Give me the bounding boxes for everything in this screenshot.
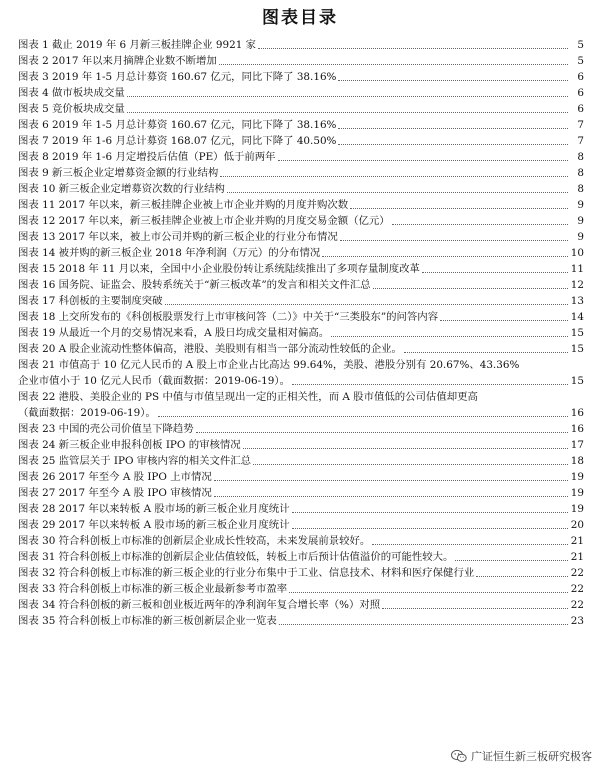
toc-leader bbox=[292, 384, 568, 385]
toc-leader bbox=[253, 464, 568, 465]
toc-entry-text: 企业市值小于 10 亿元人民币（截面数据：2019-06-19）。 bbox=[18, 375, 290, 387]
toc-entry[interactable] bbox=[18, 37, 584, 53]
toc-entry-text: 图表 34 符合科创板的新三板和创业板近两年的净利润年复合增长率（%）对照 bbox=[18, 599, 381, 611]
toc-entry[interactable] bbox=[18, 69, 584, 85]
toc-entry-text: 图表 23 中国的壳公司价值呈下降趋势 bbox=[18, 423, 194, 435]
toc-leader bbox=[338, 128, 568, 129]
toc-page-number: 13 bbox=[570, 295, 584, 307]
toc-entry-text: 图表 4 做市板块成交量 bbox=[18, 87, 125, 99]
toc-entry[interactable] bbox=[18, 309, 584, 325]
toc-page-number: 8 bbox=[577, 167, 584, 179]
toc-leader bbox=[214, 480, 568, 481]
toc-entry[interactable] bbox=[18, 117, 584, 133]
toc-leader bbox=[279, 624, 568, 625]
toc-entry[interactable] bbox=[18, 53, 584, 69]
table-of-figures bbox=[18, 37, 584, 629]
toc-entry[interactable] bbox=[18, 133, 584, 149]
toc-entry-text: 图表 17 科创板的主要制度突破 bbox=[18, 295, 163, 307]
toc-page-number: 5 bbox=[577, 55, 584, 67]
toc-page-number: 6 bbox=[577, 87, 584, 99]
toc-leader bbox=[158, 416, 568, 417]
toc-entry-text: 图表 33 符合科创板上市标准的新三板企业最新参考市盈率 bbox=[18, 583, 288, 595]
toc-entry-text: 图表 29 2017 年以来转板 A 股市场的新三板企业月度统计 bbox=[18, 519, 290, 531]
toc-entry-text: 图表 18 上交所发布的《科创板股票发行上市审核问答（二）》中关于“三类股东”的问答内容 bbox=[18, 311, 439, 323]
toc-entry-text: 图表 10 新三板企业定增募资次数的行业结构 bbox=[18, 183, 225, 195]
toc-entry-text: 图表 19 从最近一个月的交易情况来看，A 股日均成交量相对偏高。 bbox=[18, 327, 330, 339]
toc-leader bbox=[373, 288, 568, 289]
toc-leader bbox=[219, 64, 568, 65]
toc-entry[interactable] bbox=[18, 533, 584, 549]
toc-leader bbox=[338, 144, 568, 145]
toc-leader bbox=[278, 160, 568, 161]
toc-entry-text: 图表 20 A 股企业流动性整体偏高，港股、美股则有相当一部分流动性较低的企业。 bbox=[18, 343, 402, 355]
toc-entry-text: 图表 27 2017 年至今 A 股 IPO 审核情况 bbox=[18, 487, 212, 499]
toc-entry-text: 图表 3 2019 年 1-5 月总计募资 160.67 亿元，同比下降了 38.16% bbox=[18, 71, 337, 83]
toc-page-number: 8 bbox=[577, 183, 584, 195]
toc-page-number: 6 bbox=[577, 71, 584, 83]
toc-entry[interactable] bbox=[18, 341, 584, 357]
toc-entry[interactable] bbox=[18, 357, 584, 389]
toc-entry[interactable] bbox=[18, 197, 584, 213]
toc-leader bbox=[372, 544, 568, 545]
toc-leader bbox=[127, 112, 568, 113]
toc-page-number: 19 bbox=[570, 487, 584, 499]
toc-page-number: 22 bbox=[570, 567, 584, 579]
toc-entry-text: 图表 9 新三板企业定增募资金额的行业结构 bbox=[18, 167, 219, 179]
toc-page-number: 22 bbox=[570, 583, 584, 595]
toc-entry[interactable] bbox=[18, 501, 584, 517]
toc-entry[interactable] bbox=[18, 581, 584, 597]
toc-leader bbox=[392, 224, 568, 225]
toc-entry[interactable] bbox=[18, 165, 584, 181]
toc-entry-text: 图表 11 2017 年以来，新三板挂牌企业被上市企业并购的月度并购次数 bbox=[18, 199, 349, 211]
toc-entry[interactable] bbox=[18, 229, 584, 245]
toc-entry-text: 图表 35 符合科创板上市标准的新三板创新层企业一览表 bbox=[18, 615, 277, 627]
toc-entry-line bbox=[18, 389, 584, 405]
toc-entry-text: （截面数据：2019-06-19）。 bbox=[18, 407, 156, 419]
toc-entry-text: 图表 16 国务院、证监会、股转系统关于“新三板改革”的发言和相关文件汇总 bbox=[18, 279, 371, 291]
footer-text: 广证恒生新三板研究极客 bbox=[471, 750, 592, 763]
toc-entry[interactable] bbox=[18, 517, 584, 533]
toc-leader bbox=[243, 448, 568, 449]
toc-entry-text: 图表 13 2017 年以来，被上市公司并购的新三板企业的行业分布情况 bbox=[18, 231, 338, 243]
toc-page-number: 15 bbox=[570, 343, 584, 355]
toc-page-number: 6 bbox=[577, 103, 584, 115]
toc-page-number: 15 bbox=[570, 327, 584, 339]
toc-entry-text: 图表 2 2017 年以来月摘牌企业数不断增加 bbox=[18, 55, 217, 67]
page-title: 图表目录 bbox=[262, 8, 338, 28]
toc-entry-text: 图表 26 2017 年至今 A 股 IPO 上市情况 bbox=[18, 471, 212, 483]
toc-entry[interactable] bbox=[18, 101, 584, 117]
toc-page-number: 21 bbox=[570, 535, 584, 547]
toc-entry-text: 图表 5 竞价板块成交量 bbox=[18, 103, 125, 115]
toc-leader bbox=[476, 576, 568, 577]
toc-entry-text: 图表 7 2019 年 1-6 月总计募资 168.07 亿元，同比下降了 40.50% bbox=[18, 135, 337, 147]
toc-entry[interactable] bbox=[18, 613, 584, 629]
toc-entry[interactable] bbox=[18, 277, 584, 293]
toc-entry-text: 图表 15 2018 年 11 月以来，全国中小企业股份转让系统陆续推出了多项存量制度改革 bbox=[18, 263, 420, 275]
toc-leader bbox=[331, 336, 568, 337]
toc-page-number: 21 bbox=[570, 551, 584, 563]
toc-leader bbox=[214, 496, 568, 497]
toc-leader bbox=[322, 256, 568, 257]
toc-entry[interactable] bbox=[18, 261, 584, 277]
toc-entry[interactable] bbox=[18, 149, 584, 165]
toc-entry-text: 图表 8 2019 年 1-6 月定增投后估值（PE）低于前两年 bbox=[18, 151, 276, 163]
toc-leader bbox=[422, 272, 568, 273]
toc-leader bbox=[404, 352, 568, 353]
toc-leader bbox=[292, 528, 569, 529]
toc-leader bbox=[165, 304, 568, 305]
toc-leader bbox=[196, 432, 568, 433]
toc-page-number: 8 bbox=[577, 151, 584, 163]
toc-entry[interactable] bbox=[18, 485, 584, 501]
toc-page-number: 9 bbox=[577, 231, 584, 243]
toc-entry[interactable] bbox=[18, 293, 584, 309]
footer-watermark bbox=[451, 746, 592, 766]
toc-page-number: 12 bbox=[570, 279, 584, 291]
toc-entry-text: 图表 12 2017 年以来，新三板挂牌企业被上市企业并购的月度交易金额（亿元） bbox=[18, 215, 390, 227]
toc-page-number: 9 bbox=[577, 199, 584, 211]
toc-page-number: 16 bbox=[570, 407, 584, 419]
toc-entry[interactable] bbox=[18, 597, 584, 613]
toc-entry-line bbox=[18, 373, 584, 389]
toc-page-number: 10 bbox=[570, 247, 584, 259]
toc-entry-text: 图表 28 2017 年以来转板 A 股市场的新三板企业月度统计 bbox=[18, 503, 290, 515]
toc-leader bbox=[338, 80, 568, 81]
toc-entry[interactable] bbox=[18, 469, 584, 485]
toc-leader bbox=[292, 512, 569, 513]
toc-entry-text: 图表 30 符合科创板上市标准的创新层企业成长性较高，未来发展前景较好。 bbox=[18, 535, 371, 547]
toc-entry-text: 图表 24 新三板企业申报科创板 IPO 的审核情况 bbox=[18, 439, 241, 451]
toc-page-number: 9 bbox=[577, 215, 584, 227]
toc-entry-text: 图表 6 2019 年 1-5 月总计募资 160.67 亿元，同比下降了 38.16% bbox=[18, 119, 337, 131]
toc-leader bbox=[440, 320, 568, 321]
toc-entry-line bbox=[18, 405, 584, 421]
toc-page-number: 16 bbox=[570, 423, 584, 435]
toc-leader bbox=[455, 560, 568, 561]
toc-entry[interactable] bbox=[18, 325, 584, 341]
toc-entry-text: 图表 21 市值高于 10 亿元人民币的 A 股上市企业占比高达 99.64%，美股、港股分别有 20.67%、43.36% bbox=[18, 359, 520, 371]
toc-entry[interactable] bbox=[18, 453, 584, 469]
toc-entry[interactable] bbox=[18, 421, 584, 437]
toc-page-number: 7 bbox=[577, 119, 584, 131]
toc-page-number: 11 bbox=[570, 263, 584, 275]
toc-entry[interactable] bbox=[18, 213, 584, 229]
toc-entry-line bbox=[18, 357, 584, 373]
toc-leader bbox=[258, 48, 568, 49]
toc-page-number: 22 bbox=[570, 599, 584, 611]
toc-entry-text: 图表 22 港股、美股企业的 PS 中值与市值呈现出一定的正相关性，而 A 股市值低的公司估值却更高 bbox=[18, 391, 478, 403]
toc-page-number: 7 bbox=[577, 135, 584, 147]
toc-page-number: 5 bbox=[577, 39, 584, 51]
wechat-icon bbox=[451, 749, 467, 763]
toc-leader bbox=[289, 592, 568, 593]
toc-entry[interactable] bbox=[18, 389, 584, 421]
toc-leader bbox=[350, 208, 568, 209]
toc-page-number: 14 bbox=[570, 311, 584, 323]
toc-entry-text: 图表 1 截止 2019 年 6 月新三板挂牌企业 9921 家 bbox=[18, 39, 256, 51]
toc-entry[interactable] bbox=[18, 245, 584, 261]
toc-leader bbox=[227, 192, 568, 193]
toc-page-number: 18 bbox=[570, 455, 584, 467]
toc-entry[interactable] bbox=[18, 181, 584, 197]
toc-entry[interactable] bbox=[18, 549, 584, 565]
toc-page-number: 19 bbox=[570, 503, 584, 515]
toc-leader bbox=[382, 608, 568, 609]
toc-entry-text: 图表 31 符合科创板上市标准的创新层企业估值较低，转板上市后预计估值溢价的可能性较大。 bbox=[18, 551, 454, 563]
toc-leader bbox=[220, 176, 568, 177]
toc-entry[interactable] bbox=[18, 565, 584, 581]
toc-page-number: 15 bbox=[570, 375, 584, 387]
toc-leader bbox=[340, 240, 568, 241]
toc-page-number: 19 bbox=[570, 471, 584, 483]
toc-page-number: 17 bbox=[570, 439, 584, 451]
toc-entry-text: 图表 32 符合科创板上市标准的新三板企业的行业分布集中于工业、信息技术、材料和医疗保健行业 bbox=[18, 567, 475, 579]
toc-entry[interactable] bbox=[18, 437, 584, 453]
toc-entry-text: 图表 14 被并购的新三板企业 2018 年净利润（万元）的分布情况 bbox=[18, 247, 321, 259]
toc-page-number: 20 bbox=[570, 519, 584, 531]
toc-page-number: 23 bbox=[570, 615, 584, 627]
toc-entry-text: 图表 25 监管层关于 IPO 审核内容的相关文件汇总 bbox=[18, 455, 252, 467]
toc-leader bbox=[127, 96, 568, 97]
toc-entry[interactable] bbox=[18, 85, 584, 101]
